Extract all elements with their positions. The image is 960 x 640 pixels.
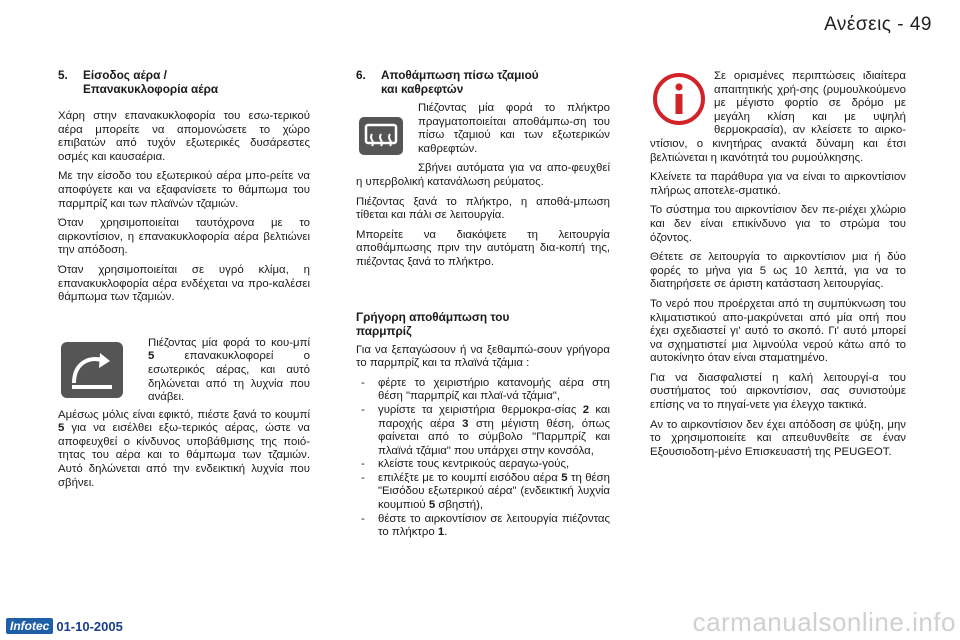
list-item: - θέστε το αιρκοντίσιον σε λειτουργία πιέζοντας το πλήκτρο 1. [356, 513, 610, 540]
watermark: carmanualsonline.info [692, 607, 956, 637]
subsection-title-fast-defrost: Γρήγορη αποθάμπωση του παρμπρίζ [356, 309, 510, 338]
info-icon [652, 72, 706, 126]
paragraph: Σε ορισμένες περιπτώσεις ιδιαίτερα απαιτητικής χρή-σης (ρυμουλκούμενο με μέγιστο φορτίο σε δρόμο με μεγάλη κλίση και με υψηλή θερμοκρασία), αν κλείσετε το αιρκο-ντίσιον, ο κινητήρας ανακτά δύναμη και έτσι βελτιώνεται η ικανότητά του ρυμούλκησης. [650, 70, 906, 164]
footer-date: 01-10-2005 [56, 618, 123, 634]
footer [6, 618, 123, 634]
section-title-line2: Επανακυκλοφορία αέρα [83, 82, 219, 96]
section-title-air-intake [58, 68, 310, 96]
air-recirculation-icon [60, 341, 124, 399]
paragraph: Χάρη στην επανακυκλοφορία του εσω-τερικού αέρα μπορείτε να απομονώσετε το χώρο επιβατών από τυχόν εξωτερικές δυσάρεστες οσμές και καυσαέρια. [58, 110, 310, 163]
column-defrost [356, 68, 610, 540]
column-air-intake [58, 68, 310, 496]
paragraph: Μπορείτε να διακόψετε τη λειτουργία αποθάμπωσης πριν την αυτόματη δια-κοπή της, πιέζοντας ξανά το πλήκτρο. [356, 228, 610, 268]
paragraph: Όταν χρησιμοποιείται ταυτόχρονα με το αιρκοντίσιον, η επανακυκλοφορία αέρα βελτιώνει την απόδοση. [58, 217, 310, 257]
section-title-line2: και καθρεφτών [381, 82, 464, 96]
instruction-list [356, 377, 610, 540]
section-number: 6. [356, 68, 366, 82]
section-title-line1: Αποθάμπωση πίσω τζαμιού [381, 68, 539, 82]
paragraph: Πιέζοντας μία φορά το κου-μπί 5 επανακυκλοφορεί ο εσωτερικός αέρας, και αυτό δηλώνεται από τη λυχνία που ανάβει. [148, 336, 310, 404]
paragraph: Με την είσοδο του εξωτερικού αέρα μπο-ρείτε να αποφύγετε και να εξαφανίσετε το θάμπωμα του παρμπρίζ και των πλαϊνών τζαμιών. [58, 170, 310, 210]
paragraph: Πιέζοντας ξανά το πλήκτρο, η αποθά-μπωση τίθεται και πάλι σε λειτουργία. [356, 195, 610, 222]
paragraph: Όταν χρησιμοποιείται σε υγρό κλίμα, η επανακυκλοφορία αέρα ενδέχεται να προ-καλέσει θάμπωμα των τζαμιών. [58, 263, 310, 304]
list-item: - επιλέξτε με το κουμπί εισόδου αέρα 5 τη θέση "Εισόδου εξωτερικού αέρα" (ενδεικτική λυχνία κουμπιού 5 σβηστή), [356, 472, 610, 513]
paragraph: Για να διασφαλιστεί η καλή λειτουργί-α του συστήματος τού αιρκοντίσιον, σας συνιστούμε επίσης να το πηγαί-νετε για έλεγχο τακτικά. [650, 371, 906, 412]
rear-defrost-icon [358, 116, 404, 156]
section-title-line1: Είσοδος αέρα / [83, 68, 167, 82]
paragraph: Το νερό που προέρχεται από τη συμπύκνωση του κλιματιστικού απο-μακρύνεται από μία οπή που έχει σχεδιαστεί γι' αυτό το σκοπό. Γι' αυτό μπορεί να σχηματιστεί μια λιμνούλα νερού κάτω από το αυτοκίνητο όταν είναι σταματημένο. [650, 297, 906, 365]
section-number: 5. [58, 68, 68, 82]
paragraph: Πιέζοντας μία φορά το πλήκτρο πραγματοποιείται αποθάμπω-ση του πίσω τζαμιού και των εξωτερικών καθρεφτών. [418, 102, 610, 155]
section-title-text [83, 68, 218, 96]
paragraph: Αμέσως μόλις είναι εφικτό, πιέστε ξανά το κουμπί 5 για να εισέλθει εξω-τερικός αέρας, ώστε να αποφευχθεί ο κίνδυνος υποβάθμισης της ποιό-τητας του αέρα και το θάμπωμα των τζαμιών. Αυτό δηλώνεται από την ενδεικτική λυχνία που σβήνει. [58, 408, 310, 489]
infotec-logo: Infotec [6, 618, 53, 634]
paragraph: Αν το αιρκοντίσιον δεν έχει απόδοση σε ψύξη, μην το χρησιμοποιείτε και απευθυνθείτε σε έναν Εξουσιοδοτη-μένο Επισκευαστή της PEUGEOT. [650, 418, 906, 458]
page-title: Ανέσεις - 49 [824, 14, 932, 35]
list-item: - κλείστε τους κεντρικούς αεραγω-γούς, [356, 458, 610, 472]
paragraph: Θέτετε σε λειτουργία το αιρκοντίσιον μια ή δύο φορές το μήνα για 5 ως 10 λεπτά, για να το διατηρήσετε σε άριστη κατάσταση λειτουργίας. [650, 251, 906, 291]
section-title-text [381, 68, 539, 96]
paragraph: Κλείνετε τα παράθυρα για να είναι το αιρκοντίσιον πλήρως αποτελε-σματικό. [650, 171, 906, 197]
list-item: - φέρτε το χειριστήριο κατανομής αέρα στη θέση "παρμπρίζ και πλαϊ-νά τζάμια", [356, 377, 610, 404]
paragraph: Σβήνει αυτόματα για να απο-φευχθεί η υπερβολική κατανάλωση ρεύματος. [356, 162, 610, 188]
paragraph: Το σύστημα του αιρκοντίσιον δεν πε-ριέχει χλώριο και δεν είναι επικίνδυνο για το στρώμα του όζοντος. [650, 204, 906, 244]
section-title-rear-defrost [356, 68, 610, 96]
paragraph: Για να ξεπαγώσουν ή να ξεθαμπώ-σουν γρήγορα το παρμπρίζ και τα πλαϊνά τζάμια : [356, 343, 610, 370]
column-air-conditioning-notes [650, 70, 906, 465]
list-item: - γυρίστε τα χειριστήρια θερμοκρα-σίας 2 και παροχής αέρα 3 στη μέγιστη θέση, όπως φαίνεται από το σύμβολο "Παρμπρίζ και πλαϊνά τζάμια" που υπάρχει στην κονσόλα, [356, 404, 610, 458]
